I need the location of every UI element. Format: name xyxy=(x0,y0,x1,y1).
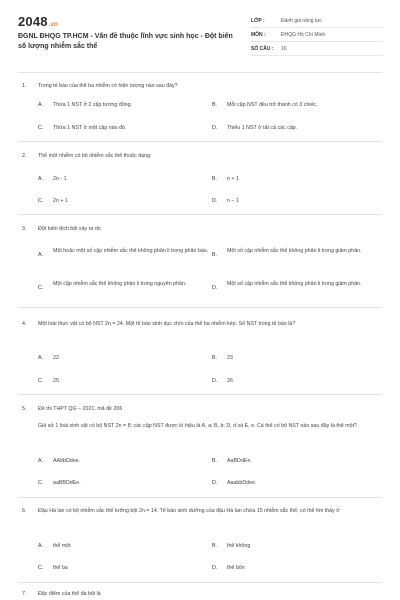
option-text: aaBBDdEe. xyxy=(53,480,81,486)
option-text: 2n - 1 xyxy=(53,176,67,182)
option-text: 2n + 1 xyxy=(53,198,68,204)
question-stem: Đột biến lệch bội xảy ra do xyxy=(38,226,101,232)
option-label: B. xyxy=(212,102,218,108)
option-text: thể ba xyxy=(53,565,68,571)
option-text: Một số cặp nhiễm sắc thể không phân li trong giảm phân. xyxy=(227,281,362,287)
option-label: C. xyxy=(38,378,44,384)
divider xyxy=(18,582,382,583)
option-label: D. xyxy=(212,198,218,204)
option-text: thể không xyxy=(227,543,251,549)
exam-title: ĐGNL ĐHQG TP.HCM - Vấn đề thuộc lĩnh vực sinh học - Đột biến số lượng nhiễm sắc thể xyxy=(18,33,233,50)
question-number: 7. xyxy=(22,591,27,597)
option-label: D. xyxy=(212,285,218,291)
divider xyxy=(18,141,382,142)
option-text: 22 xyxy=(53,355,59,361)
meta-value: Đánh giá năng lực xyxy=(281,17,322,24)
option-label: B. xyxy=(212,176,218,182)
divider xyxy=(18,72,382,73)
option-label: C. xyxy=(38,285,44,291)
option-text: Một hoặc một số cặp nhiễm sắc thể không phân li trong phân bào. xyxy=(53,248,209,254)
question-source: Đề thi THPT QG – 2021, mã đề 206 xyxy=(38,406,123,412)
option-text: n – 1 xyxy=(227,198,239,204)
meta-key: MÔN : xyxy=(251,31,266,38)
option-text: AaabbDdee. xyxy=(227,480,257,486)
option-text: n + 1 xyxy=(227,176,239,182)
question-number: 2. xyxy=(22,153,27,159)
meta-key: SỐ CÂU : xyxy=(251,45,274,52)
meta-row-count xyxy=(251,42,383,56)
site-logo[interactable] xyxy=(18,14,58,29)
exam-meta xyxy=(251,14,383,56)
option-label: A. xyxy=(38,176,44,182)
option-label: D. xyxy=(212,565,218,571)
divider xyxy=(18,394,382,395)
meta-value: ĐHQG Hồ Chí Minh xyxy=(281,31,326,38)
option-label: C. xyxy=(38,125,44,131)
question-stem: Đậu Hà lan có bộ nhiễm sắc thể lưỡng bội 2n = 14. Tế bào sinh dưỡng của đậu Hà lan chứa 15 nhiễm sắc thể, có thể tìm thấy ở xyxy=(38,508,340,514)
question-stem: Một loài thực vật có bộ NST 2n = 24. Một tế bào sinh dục chín của thể ba nhiễm kép. Số NST trong tế bào là? xyxy=(38,321,296,327)
question-stem: Đặc điểm của thể đa bội là xyxy=(38,591,101,597)
option-text: thể một xyxy=(53,543,71,549)
option-text: Mỗi cặp NST đều trở thành có 3 chiếc. xyxy=(227,102,318,108)
option-text: 23 xyxy=(227,355,233,361)
question-number: 4. xyxy=(22,321,27,327)
divider xyxy=(18,214,382,215)
option-label: A. xyxy=(38,543,44,549)
question-number: 6. xyxy=(22,508,27,514)
option-label: A. xyxy=(38,102,44,108)
question-stem: Giả sử 1 loài sinh vật có bộ NST 2n = 8; các cặp NST được kí hiệu là A, a; B, b; D, d và E, e. Cá thể có bộ NST nào sau đây là thể một? xyxy=(38,423,357,429)
option-text: AaBDdEe. xyxy=(227,458,252,464)
meta-row-class xyxy=(251,14,383,28)
option-label: A. xyxy=(38,355,44,361)
option-label: B. xyxy=(212,543,218,549)
option-text: 26 xyxy=(227,378,233,384)
option-label: C. xyxy=(38,565,44,571)
option-text: thể bốn xyxy=(227,565,245,571)
option-text: Thừa 1 NST ở 2 cặp tương đồng. xyxy=(53,102,133,108)
option-label: B. xyxy=(212,355,218,361)
question-number: 1. xyxy=(22,83,27,89)
question-stem: Thể một nhiễm có bộ nhiễm sắc thể thuộc dạng: xyxy=(38,153,152,159)
question-number: 5. xyxy=(22,406,27,412)
logo-suffix: .vn xyxy=(48,22,59,28)
option-label: D. xyxy=(212,480,218,486)
option-label: D. xyxy=(212,125,218,131)
option-text: Một cặp nhiễm sắc thể không phân li trong nguyên phân. xyxy=(53,281,187,287)
option-text: AAbbDdee. xyxy=(53,458,81,464)
option-text: Thừa 1 NST ở một cặp nào đó. xyxy=(53,125,127,131)
question-number: 3. xyxy=(22,226,27,232)
option-label: B. xyxy=(212,458,218,464)
divider xyxy=(18,307,382,308)
meta-key: LỚP : xyxy=(251,17,265,24)
option-label: B. xyxy=(212,252,218,258)
option-label: C. xyxy=(38,480,44,486)
option-label: A. xyxy=(38,458,44,464)
meta-value: 16 xyxy=(281,45,287,52)
option-label: D. xyxy=(212,378,218,384)
option-text: Một số cặp nhiễm sắc thể không phân li trong giảm phân. xyxy=(227,248,362,254)
option-text: Thiếu 1 NST ở tất cả các cặp. xyxy=(227,125,298,131)
logo-main: 2048 xyxy=(18,14,48,29)
page-header xyxy=(0,0,400,70)
option-label: C. xyxy=(38,198,44,204)
divider xyxy=(18,497,382,498)
option-label: A. xyxy=(38,252,44,258)
question-stem: Trong tế bào của thể ba nhiễm có hiện tượng nào sau đây? xyxy=(38,83,178,89)
meta-row-subject xyxy=(251,28,383,42)
option-text: 25 xyxy=(53,378,59,384)
